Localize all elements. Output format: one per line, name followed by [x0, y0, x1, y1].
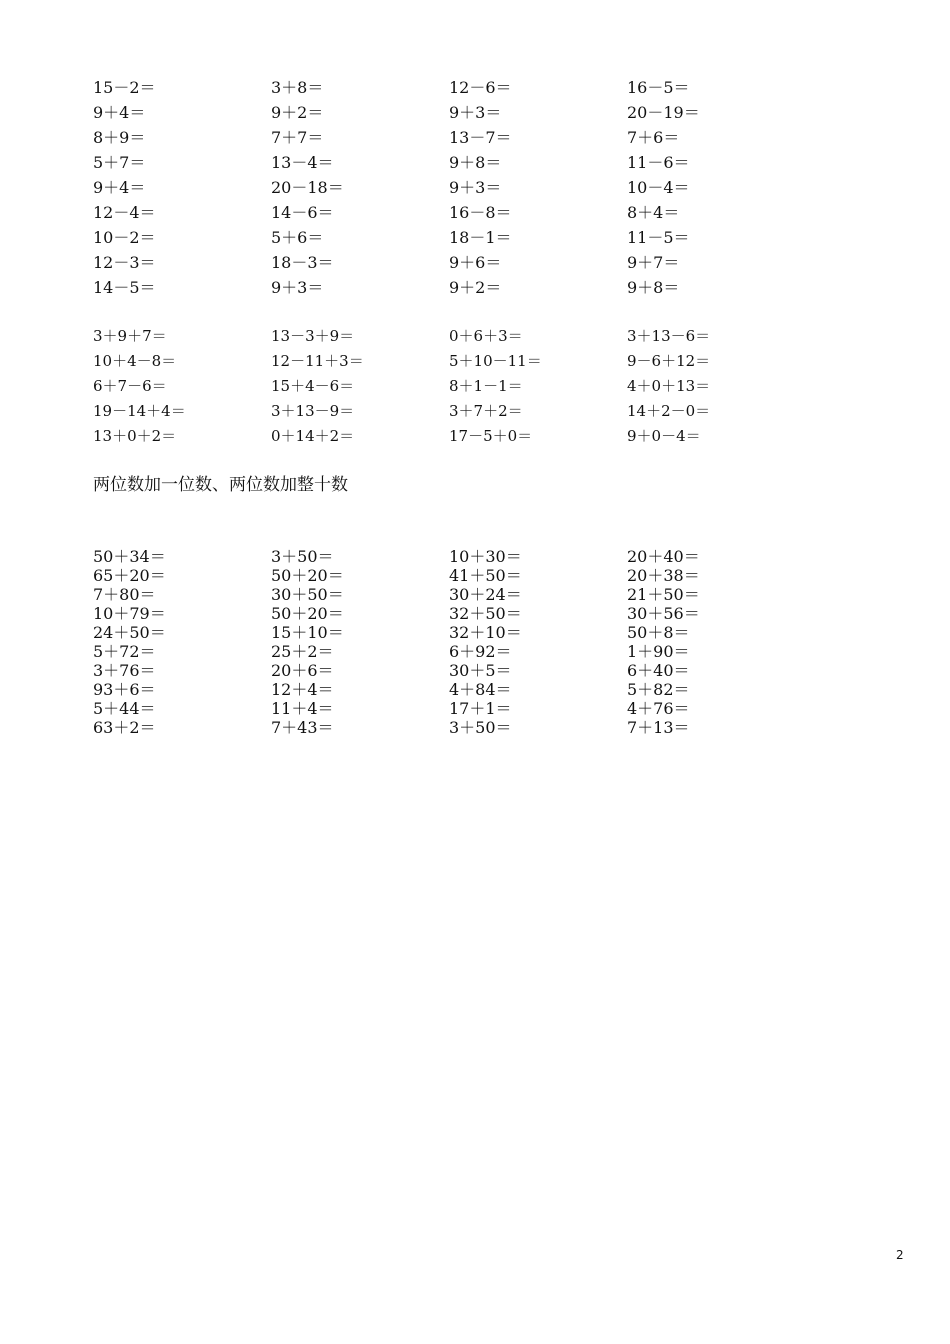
problem: 6＋7－6＝ [93, 377, 167, 395]
problem: 24＋50＝ [93, 623, 166, 642]
problem: 9＋0－4＝ [627, 427, 701, 445]
problem: 12－4＝ [93, 203, 156, 222]
problem: 50＋20＝ [271, 566, 344, 585]
problem: 5＋7＝ [93, 153, 146, 172]
problem: 32＋50＝ [449, 604, 522, 623]
problem: 3＋8＝ [271, 78, 324, 97]
problem: 21＋50＝ [627, 585, 700, 604]
problem: 9＋6＝ [449, 253, 502, 272]
problem: 7＋6＝ [627, 128, 680, 147]
problem: 3＋7＋2＝ [449, 402, 523, 420]
problem: 50＋34＝ [93, 547, 166, 566]
problem: 4＋76＝ [627, 699, 690, 718]
problem: 5＋6＝ [271, 228, 324, 247]
problem: 5＋82＝ [627, 680, 690, 699]
problem: 6＋92＝ [449, 642, 512, 661]
problem: 20＋40＝ [627, 547, 700, 566]
problem: 20＋38＝ [627, 566, 700, 585]
problem: 3＋76＝ [93, 661, 156, 680]
problem: 16－8＝ [449, 203, 512, 222]
problem: 3＋50＝ [271, 547, 334, 566]
problem: 19－14＋4＝ [93, 402, 186, 420]
problem: 9＋4＝ [93, 178, 146, 197]
problem: 30＋56＝ [627, 604, 700, 623]
problem: 20－19＝ [627, 103, 700, 122]
problem: 15＋10＝ [271, 623, 344, 642]
problem: 1＋90＝ [627, 642, 690, 661]
problem: 11－5＝ [627, 228, 690, 247]
problem: 30＋5＝ [449, 661, 512, 680]
problem: 18－3＝ [271, 253, 334, 272]
problem: 9＋2＝ [449, 278, 502, 297]
problem: 13－4＝ [271, 153, 334, 172]
section-heading: 两位数加一位数、两位数加整十数 [93, 475, 348, 495]
problem: 8＋1－1＝ [449, 377, 523, 395]
problem: 8＋4＝ [627, 203, 680, 222]
problem: 9＋3＝ [449, 103, 502, 122]
problem: 8＋9＝ [93, 128, 146, 147]
problem: 5＋10－11＝ [449, 352, 542, 370]
problem: 15－2＝ [93, 78, 156, 97]
problem: 11＋4＝ [271, 699, 334, 718]
problem: 10－4＝ [627, 178, 690, 197]
problem: 3＋13－6＝ [627, 327, 711, 345]
problem: 12－11＋3＝ [271, 352, 364, 370]
problem: 5＋44＝ [93, 699, 156, 718]
problem: 15＋4－6＝ [271, 377, 355, 395]
problem: 10－2＝ [93, 228, 156, 247]
problem: 9＋8＝ [627, 278, 680, 297]
problem: 13－3＋9＝ [271, 327, 355, 345]
problem: 4＋0＋13＝ [627, 377, 711, 395]
problem: 3＋50＝ [449, 718, 512, 737]
problem: 9＋3＝ [449, 178, 502, 197]
problem: 9＋2＝ [271, 103, 324, 122]
problem: 5＋72＝ [93, 642, 156, 661]
problem: 3＋9＋7＝ [93, 327, 167, 345]
worksheet-section-2 [93, 324, 805, 449]
problem: 10＋4－8＝ [93, 352, 177, 370]
problem: 17－5＋0＝ [449, 427, 533, 445]
problem: 25＋2＝ [271, 642, 334, 661]
problem: 13－7＝ [449, 128, 512, 147]
problem: 0＋14＋2＝ [271, 427, 355, 445]
problem: 0＋6＋3＝ [449, 327, 523, 345]
problem: 63＋2＝ [93, 718, 156, 737]
worksheet-section-3 [93, 547, 805, 737]
problem: 16－5＝ [627, 78, 690, 97]
problem: 9＋4＝ [93, 103, 146, 122]
problem: 50＋8＝ [627, 623, 690, 642]
problem: 9＋7＝ [627, 253, 680, 272]
problem: 20－18＝ [271, 178, 344, 197]
problem: 6＋40＝ [627, 661, 690, 680]
problem: 41＋50＝ [449, 566, 522, 585]
problem: 7＋7＝ [271, 128, 324, 147]
page-number: 2 [896, 1248, 904, 1262]
problem: 9－6＋12＝ [627, 352, 711, 370]
problem: 4＋84＝ [449, 680, 512, 699]
problem: 11－6＝ [627, 153, 690, 172]
problem: 12＋4＝ [271, 680, 334, 699]
problem: 14＋2－0＝ [627, 402, 711, 420]
problem: 14－6＝ [271, 203, 334, 222]
problem: 10＋79＝ [93, 604, 166, 623]
problem: 12－6＝ [449, 78, 512, 97]
problem: 9＋8＝ [449, 153, 502, 172]
problem: 93＋6＝ [93, 680, 156, 699]
problem: 18－1＝ [449, 228, 512, 247]
problem: 7＋80＝ [93, 585, 156, 604]
problem: 32＋10＝ [449, 623, 522, 642]
worksheet-section-1 [93, 75, 805, 300]
problem: 20＋6＝ [271, 661, 334, 680]
problem: 50＋20＝ [271, 604, 344, 623]
problem: 30＋24＝ [449, 585, 522, 604]
problem: 3＋13－9＝ [271, 402, 355, 420]
problem: 10＋30＝ [449, 547, 522, 566]
problem: 30＋50＝ [271, 585, 344, 604]
problem: 65＋20＝ [93, 566, 166, 585]
problem: 13＋0＋2＝ [93, 427, 177, 445]
problem: 7＋13＝ [627, 718, 690, 737]
problem: 9＋3＝ [271, 278, 324, 297]
problem: 14－5＝ [93, 278, 156, 297]
problem: 17＋1＝ [449, 699, 512, 718]
problem: 12－3＝ [93, 253, 156, 272]
problem: 7＋43＝ [271, 718, 334, 737]
